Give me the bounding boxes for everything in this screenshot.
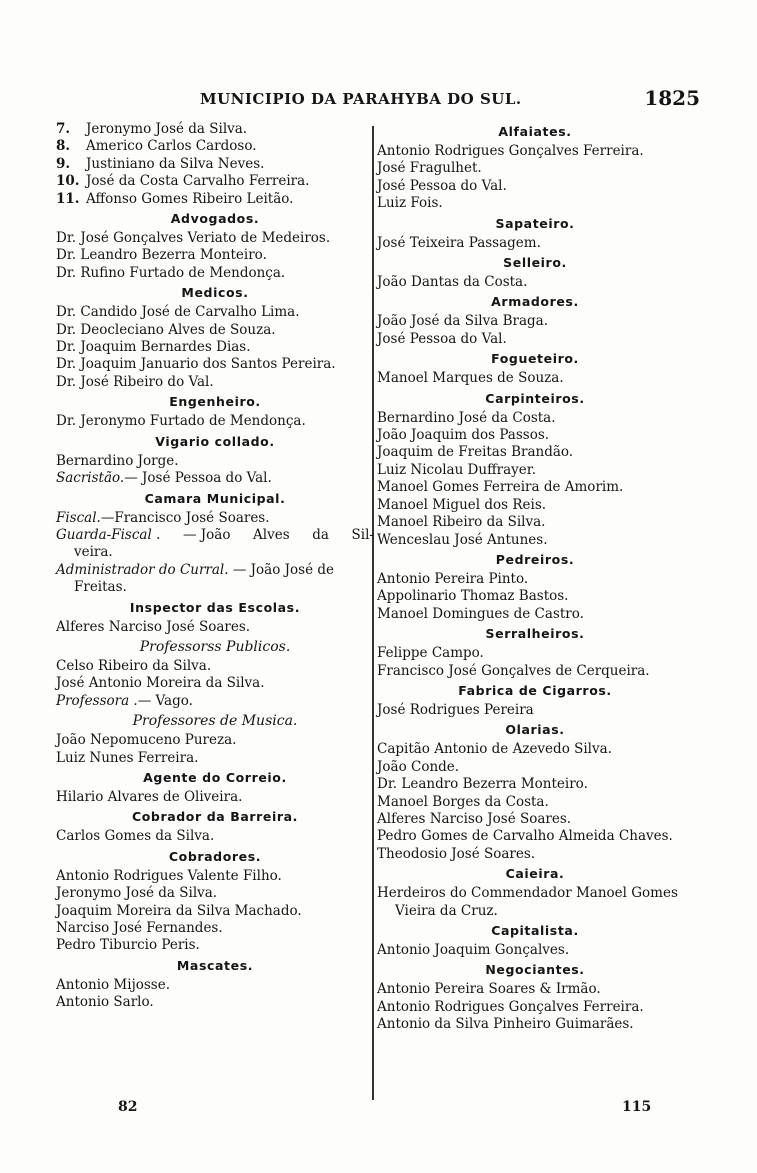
section-heading: Sapateiro. bbox=[495, 215, 575, 231]
list-item: Celso Ribeiro da Silva. bbox=[56, 657, 212, 674]
list-item: Narciso José Fernandes. bbox=[56, 920, 223, 936]
section-heading: Professores de Musica. bbox=[132, 713, 298, 730]
list-item: Fiscal.—Francisco José Soares. bbox=[56, 509, 270, 526]
list-item: Herdeiros do Commendador Manoel Gomes bbox=[377, 885, 678, 902]
footer-left-number: 82 bbox=[118, 1099, 138, 1115]
section-heading: Pedreiros. bbox=[495, 551, 575, 567]
list-item: Antonio Pereira Soares & Irmão. bbox=[377, 981, 601, 998]
list-item: Capitão Antonio de Azevedo Silva. bbox=[377, 741, 612, 758]
list-item: José Antonio Moreira da Silva. bbox=[56, 675, 265, 692]
list-item: Luiz Nicolau Duffrayer. bbox=[377, 461, 537, 478]
list-item: Antonio Mijosse. bbox=[56, 976, 171, 993]
list-item: Alferes Narciso José Soares. bbox=[56, 618, 251, 635]
page-title: MUNICIPIO DA PARAHYBA DO SUL. bbox=[200, 90, 522, 108]
right-column bbox=[377, 121, 693, 1034]
list-item: Professora .— Vago. bbox=[56, 692, 193, 709]
list-item: José Pessoa do Val. bbox=[377, 177, 507, 194]
list-item: Dr. Leandro Bezerra Monteiro. bbox=[377, 776, 588, 793]
section-heading: Inspector das Escolas. bbox=[129, 599, 301, 615]
list-item: Manoel Borges da Costa. bbox=[377, 793, 549, 810]
list-item: Dr. Joaquim Bernardes Dias. bbox=[56, 339, 251, 356]
list-item: Manoel Marques de Souza. bbox=[377, 370, 564, 387]
list-item: Bernardino José da Costa. bbox=[377, 409, 556, 426]
list-item: 8. Americo Carlos Cardoso. bbox=[56, 138, 257, 155]
list-item: Joaquim de Freitas Brandão. bbox=[377, 444, 574, 461]
list-item: João Conde. bbox=[377, 758, 460, 775]
section-heading: Caieira. bbox=[505, 866, 565, 882]
list-item: Dr. Leandro Bezerra Monteiro. bbox=[56, 247, 267, 264]
list-item: Antonio da Silva Pinheiro Guimarães. bbox=[377, 1016, 634, 1033]
left-column bbox=[56, 121, 374, 1012]
list-item: Appolinario Thomaz Bastos. bbox=[377, 588, 569, 605]
list-item: Felippe Campo. bbox=[377, 645, 484, 662]
section-heading: Negociantes. bbox=[485, 962, 585, 978]
list-item: Dr. Deocleciano Alves de Souza. bbox=[56, 321, 276, 338]
list-item: Freitas. bbox=[74, 579, 127, 596]
list-item: João Dantas da Costa. bbox=[377, 274, 528, 291]
section-heading: Agente do Correio. bbox=[143, 769, 287, 785]
page-header bbox=[50, 86, 700, 116]
list-item: João Joaquim dos Passos. bbox=[377, 427, 550, 444]
list-item: Manoel Domingues de Castro. bbox=[377, 605, 584, 622]
list-item: Antonio Rodrigues Valente Filho. bbox=[56, 867, 282, 884]
list-item: Pedro Tiburcio Peris. bbox=[56, 937, 200, 954]
list-item: Vieira da Cruz. bbox=[395, 902, 498, 919]
section-heading: Armadores. bbox=[491, 294, 579, 310]
list-item: Bernardino Jorge. bbox=[56, 452, 179, 469]
section-heading: Fogueteiro. bbox=[491, 351, 579, 367]
section-heading: Alfaiates. bbox=[498, 124, 572, 139]
list-item: Antonio Joaquim Gonçalves. bbox=[377, 942, 570, 958]
section-heading: Capitalista. bbox=[491, 923, 579, 938]
list-item: Luiz Fois. bbox=[377, 195, 443, 212]
section-heading: Carpinteiros. bbox=[485, 390, 585, 406]
list-item: Antonio Sarlo. bbox=[56, 994, 154, 1011]
list-item: Carlos Gomes da Silva. bbox=[56, 828, 215, 845]
section-heading: Advogados. bbox=[170, 211, 260, 227]
list-item: Dr. Rufino Furtado de Mendonça. bbox=[56, 264, 286, 281]
list-item: Manoel Miguel dos Reis. bbox=[377, 496, 547, 513]
section-heading: Serralheiros. bbox=[485, 626, 585, 642]
list-item: Jeronymo José da Silva. bbox=[56, 885, 218, 902]
list-item: José Teixeira Passagem. bbox=[377, 234, 541, 251]
list-item: Hilario Alvares de Oliveira. bbox=[56, 788, 243, 805]
section-heading: Vigario collado. bbox=[155, 433, 275, 449]
list-item: João José da Silva Braga. bbox=[377, 313, 548, 330]
list-item: Guarda-Fiscal . — João Alves da Sil- bbox=[56, 526, 374, 543]
list-item: Alferes Narciso José Soares. bbox=[377, 810, 572, 827]
list-item: Administrador do Curral. — João José de bbox=[56, 561, 335, 578]
list-item: João Nepomuceno Pureza. bbox=[56, 732, 237, 749]
page-number: 1825 bbox=[644, 86, 700, 110]
list-item: Manoel Ribeiro da Silva. bbox=[377, 514, 546, 531]
list-item: Dr. Joaquim Januario dos Santos Pereira. bbox=[56, 356, 336, 373]
section-heading: Professorss Publicos. bbox=[139, 638, 291, 655]
section-heading: Mascates. bbox=[176, 957, 254, 973]
list-item: 11. Affonso Gomes Ribeiro Leitão. bbox=[56, 190, 294, 207]
section-heading: Medicos. bbox=[181, 285, 249, 301]
section-heading: Selleiro. bbox=[503, 255, 567, 271]
list-item: Luiz Nunes Ferreira. bbox=[56, 749, 199, 766]
section-heading: Engenheiro. bbox=[169, 394, 261, 410]
list-item: veira. bbox=[74, 544, 113, 561]
section-heading: Cobrador da Barreira. bbox=[131, 809, 299, 825]
list-item: Francisco José Gonçalves de Cerqueira. bbox=[377, 662, 650, 679]
list-item: Dr. Jeronymo Furtado de Mendonça. bbox=[56, 413, 306, 430]
list-item: 10. José da Costa Carvalho Ferreira. bbox=[56, 173, 310, 190]
list-item: Wenceslau José Antunes. bbox=[377, 531, 548, 548]
section-heading: Fabrica de Cigarros. bbox=[458, 682, 612, 698]
list-item: 9. Justiniano da Silva Neves. bbox=[56, 155, 265, 172]
list-item: Antonio Pereira Pinto. bbox=[377, 570, 529, 587]
list-item: Joaquim Moreira da Silva Machado. bbox=[56, 902, 302, 919]
list-item: José Rodrigues Pereira bbox=[377, 701, 534, 718]
footer-right-number: 115 bbox=[622, 1099, 652, 1115]
list-item: José Pessoa do Val. bbox=[377, 330, 507, 347]
section-heading: Olarias. bbox=[505, 722, 565, 738]
list-item: Dr. José Gonçalves Veriato de Medeiros. bbox=[56, 230, 331, 247]
list-item: Pedro Gomes de Carvalho Almeida Chaves. bbox=[377, 828, 673, 845]
section-heading: Camara Municipal. bbox=[144, 490, 286, 506]
list-item: Sacristão.— José Pessoa do Val. bbox=[56, 470, 272, 487]
list-item: Antonio Rodrigues Gonçalves Ferreira. bbox=[377, 998, 644, 1015]
list-item: Theodosio José Soares. bbox=[377, 845, 536, 862]
list-item: Antonio Rodrigues Gonçalves Ferreira. bbox=[377, 143, 644, 159]
list-item: Manoel Gomes Ferreira de Amorim. bbox=[377, 479, 624, 496]
list-item: José Fragulhet. bbox=[377, 160, 482, 177]
list-item: 7. Jeronymo José da Silva. bbox=[56, 121, 248, 137]
list-item: Dr. José Ribeiro do Val. bbox=[56, 373, 214, 390]
list-item: Dr. Candido José de Carvalho Lima. bbox=[56, 304, 300, 321]
section-heading: Cobradores. bbox=[168, 848, 262, 864]
